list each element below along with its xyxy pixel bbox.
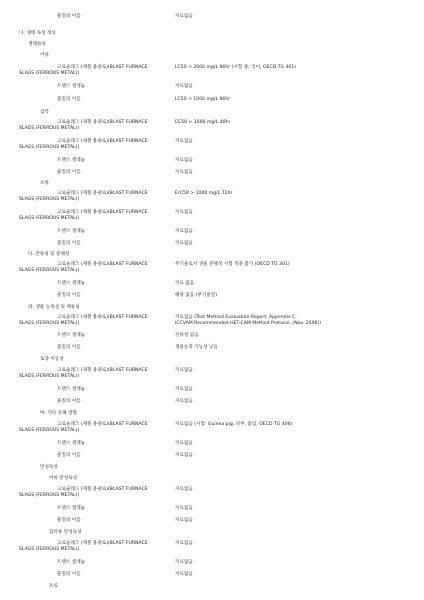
row-substance-name: 고로슬래그 (제철 용광로)(BLAST FURNACE	[57, 139, 148, 144]
row-substance-name: 고로슬래그 (제철 용광로)(BLAST FURNACE	[57, 120, 148, 125]
row-value: 무기물로서 생물 분해성 시험 적용 불가 (OECD TG 301)	[175, 262, 290, 267]
row-value: 자료없음	[175, 84, 193, 89]
row-substance-name: 고로슬래그 (제철 용광로)(BLAST FURNACE	[57, 541, 148, 546]
row-value: 자료없음	[175, 387, 193, 392]
row-substance-name: 물질의 이름	[57, 572, 81, 577]
subcategory-heading: 갑각류 만성독성	[49, 530, 82, 535]
row-substance-name: 고로슬래그 (제철 용광로)(BLAST FURNACE	[57, 315, 148, 320]
row-substance-name-cont: SLAGS (FERROUS METAL))	[19, 145, 80, 150]
row-value: 자료없음	[175, 560, 193, 565]
row-value: 자료없음	[175, 518, 193, 523]
row-value: 자료없음	[175, 399, 193, 404]
row-substance-name: 물질의 이름	[57, 170, 81, 175]
row-substance-name: 고로슬래그 (제철 용광로)(BLAST FURNACE	[57, 65, 148, 70]
category-heading: 어류	[40, 53, 49, 58]
subcategory-heading: 조류	[49, 584, 58, 589]
row-value: 자료없음	[175, 487, 193, 492]
row-substance-name: 고로슬래그 (제철 용광로)(BLAST FURNACE	[57, 191, 148, 196]
row-value: 자료없음	[175, 170, 193, 175]
row-value: 자료없음	[175, 14, 193, 19]
row-substance-name: 고로슬래그 (제철 용광로)(BLAST FURNACE	[57, 210, 148, 215]
row-substance-name: 고로슬래그 (제철 용광로)(BLAST FURNACE	[57, 368, 148, 373]
row-substance-name: 물질의 이름	[57, 399, 81, 404]
row-substance-name: 물질의 이름	[57, 97, 81, 102]
row-value: ErC50 > 1000 mg/L 72hr	[175, 191, 233, 196]
row-substance-name: 물질의 이름	[57, 453, 81, 458]
row-value: 자료없음 (시험: Guinea pig, 피부, 흡입, OECD TG 406)	[175, 422, 293, 427]
row-substance-name: 물질의 이름	[57, 14, 81, 19]
row-value: 자료 없음	[175, 281, 195, 286]
row-value: 자료없음	[175, 210, 193, 215]
row-substance-name: 물질의 이름	[57, 518, 81, 523]
row-substance-name-cont: SLAGS (FERROUS METAL))	[19, 547, 80, 552]
row-substance-name: 트랜스 셀레늄	[57, 506, 86, 511]
subsection-heading: 다. 잔류성 및 분해성	[28, 252, 70, 257]
row-value: EC50 > 1000 mg/L 48hr	[175, 120, 231, 125]
category-heading: 마. 기타 유해 영향	[40, 411, 77, 416]
row-substance-name-cont: SLAGS (FERROUS METAL))	[19, 71, 80, 76]
row-substance-name: 물질의 이름	[57, 345, 81, 350]
subsection-heading: 생태독성	[28, 42, 46, 47]
category-heading: 만성독성	[40, 465, 58, 470]
subcategory-heading: 어류 만성독성	[49, 476, 78, 481]
row-substance-name: 고로슬래그 (제철 용광로)(BLAST FURNACE	[57, 422, 148, 427]
row-value: 자료없음 (Test Method Evaluation Report. Appendix C.	[175, 315, 297, 320]
row-value: 자료없음	[175, 453, 193, 458]
category-heading: 갑각	[40, 110, 49, 115]
row-substance-name: 트랜스 셀레늄	[57, 281, 86, 286]
row-substance-name: 트랜스 셀레늄	[57, 229, 86, 234]
row-value: 자료없음	[175, 241, 193, 246]
row-substance-name: 트랜스 셀레늄	[57, 333, 86, 338]
row-substance-name: 물질의 이름	[57, 241, 81, 246]
row-substance-name: 트랜스 셀레늄	[57, 560, 86, 565]
row-value: LC50 > 2000 mg/L 96hr (시험 종: 잉어, OECD TG 401)	[175, 65, 297, 70]
row-value: 생물농축 가능성 낮음	[175, 345, 218, 350]
row-value: 자료없음	[175, 441, 193, 446]
row-value: 자료없음	[175, 158, 193, 163]
row-substance-name-cont: SLAGS (FERROUS METAL))	[19, 428, 80, 433]
row-substance-name-cont: SLAGS (FERROUS METAL))	[19, 216, 80, 221]
row-value: 해당 없음 (무기물질)	[175, 293, 218, 298]
row-substance-name: 트랜스 셀레늄	[57, 441, 86, 446]
section-heading: 나. 생태 독성 정보	[19, 31, 56, 36]
row-substance-name: 고로슬래그 (제철 용광로)(BLAST FURNACE	[57, 262, 148, 267]
row-value-cont: ICCVAM Recommended HET-CAM Method Protocol. (Nov. 2006))	[175, 321, 322, 326]
subsection-heading: 라. 생물 농축성 및 체류성	[28, 305, 80, 310]
row-substance-name: 트랜스 셀레늄	[57, 387, 86, 392]
row-value: 자료없음	[175, 541, 193, 546]
row-substance-name: 트랜스 셀레늄	[57, 158, 86, 163]
row-substance-name-cont: SLAGS (FERROUS METAL))	[19, 197, 80, 202]
row-value: 잔류성 없음	[175, 333, 199, 338]
category-heading: 토양 이동성	[40, 357, 64, 362]
row-value: 자료없음	[175, 368, 193, 373]
category-heading: 조류	[40, 181, 49, 186]
row-value: 자료없음	[175, 229, 193, 234]
row-substance-name: 트랜스 셀레늄	[57, 84, 86, 89]
row-substance-name-cont: SLAGS (FERROUS METAL))	[19, 321, 80, 326]
row-substance-name-cont: SLAGS (FERROUS METAL))	[19, 374, 80, 379]
row-value: 자료없음	[175, 572, 193, 577]
row-substance-name: 물질의 이름	[57, 293, 81, 298]
row-substance-name-cont: SLAGS (FERROUS METAL))	[19, 126, 80, 131]
row-substance-name-cont: SLAGS (FERROUS METAL))	[19, 268, 80, 273]
row-value: LC50 > 1000 mg/L 96hr	[175, 97, 231, 102]
row-substance-name: 고로슬래그 (제철 용광로)(BLAST FURNACE	[57, 487, 148, 492]
row-value: 자료없음	[175, 506, 193, 511]
row-value: 자료없음	[175, 139, 193, 144]
row-substance-name-cont: SLAGS (FERROUS METAL))	[19, 493, 80, 498]
